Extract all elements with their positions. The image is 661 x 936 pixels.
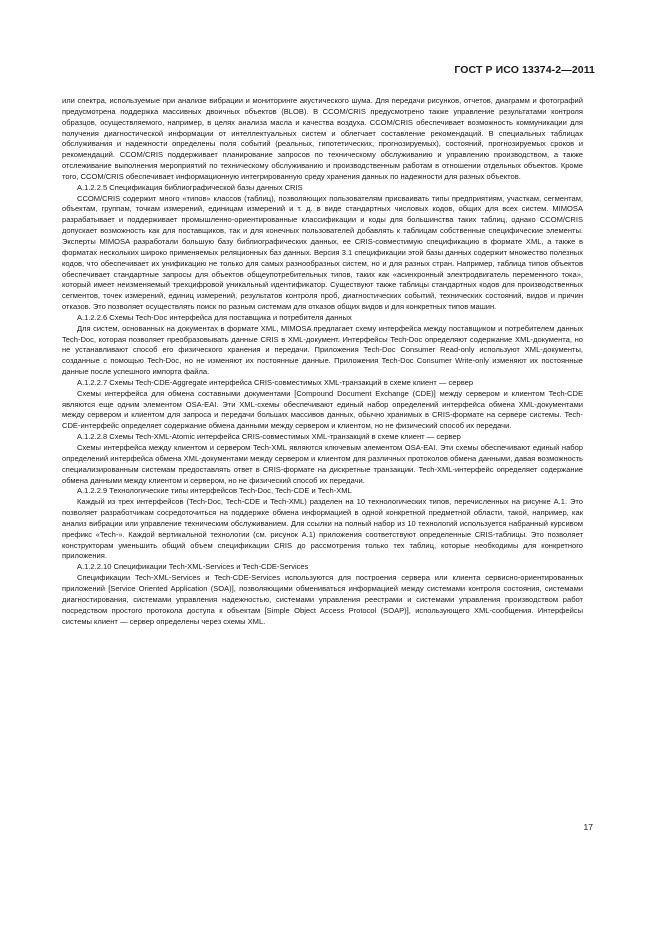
section-heading-a1227: А.1.2.2.7 Схемы Tech-CDE-Aggregate интерфейса CRIS-совместимых XML-транзакций в схеме клиент — сервер (77, 377, 474, 387)
paragraph: Каждый из трех интерфейсов (Tech-Doc, Tech-CDE и Tech-XML) разделен на 10 технологических типов, перечисленных на рисунке А.1. Это позволяет разработчикам сосредоточиться на поддержке обмена информацией в одной конкретной предметной области, такой, например, как анализ вибрации или управление техническим обслуживанием. Для ссылки на полный набор из 10 технологий используется набранный курсивом префикс «Tech-». Каждой вертикальной технологии (см. рисунок А.1) приложения соответствуют определенные CRIS-таблицы. Это позволяет конструкторам уменьшить общий объем спецификации CRIS до рассмотрения только тех таблиц, которые необходимы для конкретного приложения. (62, 497, 583, 561)
document-header: ГОСТ Р ИСО 13374-2—2011 (454, 64, 595, 76)
section-heading-a1228: А.1.2.2.8 Схемы Tech-XML-Atomic интерфейса CRIS-совместимых XML-транзакций в схеме клиент — сервер (77, 432, 461, 442)
paragraph-continuation: или спектра, используемые при анализе вибрации и мониторинге акустического шума. Для передачи рисунков, отчетов, диаграмм и фотографий предусмотрена поддержка массивных двоичных объектов (BLOB). В CCOM/CRIS предусмотрено также управление результатами контроля образцов, осуществляемого, например, в целях анализа масла и качества воздуха. CCOM/CRIS обеспечивает возможность коммуникации для получения диагностической информации от интеллектуальных систем и облегчает составление рекомендаций. В специальных таблицах обслуживания и надежности определены поля событий (реальных, гипотетических, прогнозируемых), состояний, прогнозируемых сроков и рекомендаций. CCOM/CRIS поддерживает планирование запросов по техническому обслуживанию и управлению производством, а также отслеживание выполнения мероприятий по техническому обслуживанию и производственным работам в отношении отдельных объектов. Кроме того, CCOM/CRIS обеспечивает информационную интегрированную среду хранения данных по надежности для разных объектов. (62, 96, 583, 181)
page-number: 17 (583, 822, 593, 832)
document-body (62, 96, 583, 627)
section-heading-a1229: А.1.2.2.9 Технологические типы интерфейсов Tech-Doc, Tech-CDE и Tech-XML (77, 486, 352, 496)
paragraph: Схемы интерфейса для обмена составными документами [Compound Document Exchange (CDE)] между сервером и клиентом Tech-CDE являются еще одним элементом OSA-EAI. Эти XML-схемы обеспечивают единый набор определений интерфейса обмена XML-документами между сервером и клиентом для запроса и передачи больших массивов данных, обычно хранимых в CRIS-формате на сервере системы. Tech-CDE-интерфейс определяет содержание обмена данными между сервером и клиентом, но не физический способ их передачи. (62, 388, 583, 431)
paragraph: Схемы интерфейса между клиентом и сервером Tech-XML являются ключевым элементом OSA-EAI. Эти схемы обеспечивают единый набор определений интерфейса обмена XML-документами между сервером и клиентом для различных протоколов обмена данными, давая возможность специализированным системам предоставлять ответ в CRIS-формате на дискретные транзакции. Tech-XML-интерфейс определяет содержание обмена данными между клиентом и сервером, но не физический способ их передачи. (62, 443, 583, 485)
section-heading-a12210: А.1.2.2.10 Спецификации Tech-XML-Services и Tech-CDE-Services (77, 562, 309, 572)
paragraph: Спецификации Tech-XML-Services и Tech-CDE-Services используются для построения сервера или клиента сервисно-ориентированных приложений [Service Oriented Application (SOA)], позволяющими обмениваться информацией между системами контроля состояния, системами диагностирования, системами управления надежностью, системами управления реестрами и системами управления производством работ посредством простого протокола доступа к объектам [Simple Object Access Protocol (SOAP)], использующего XML-сообщения. Интерфейсы системы клиент — сервер определены через схемы XML. (62, 573, 583, 626)
paragraph: CCOM/CRIS содержит много «типов» классов (таблиц), позволяющих пользователям присваивать типы предприятиям, участкам, сегментам, объектам, группам, точкам измерений, единицам измерений и т. д. в виде стандартных числовых кодов, общих для всех систем. MIMOSA разрабатывает и поддерживает промышленно-ориентированные классификации и коды для большинства таких таблиц, однако CCOM/CRIS допускает возможность как для поставщиков, так и для конечных пользователей добавлять к таблицам собственные специфические элементы. Эксперты MIMOSA разработали большую базу библиографических данных, ее CRIS-совместимую спецификацию в формате XML, а также в форматах нескольких широко применяемых реляционных баз данных. Версия 3.1 спецификации этой базы данных содержит множество полезных кодов, что обеспечивает их унификацию не только для самых разнообразных систем, но и для разных стран. Например, таблица типов объектов обеспечивает стандартные запросы для объектов общеупотребительных типов, таких как «асинхронный электродвигатель переменного тока», который имеет неизменяемый трехцифровой уникальный идентификатор. Существуют также таблицы стандартных кодов для производственных сегментов, точек измерений, единиц измерений, результатов контроля проб, диагностических событий, технических состояний, видов и причин отказов. Это позволяет осуществлять поиск по разным системам для отказов общих видов и для конкретных типов машин. (62, 193, 583, 312)
section-heading-a1226: А.1.2.2.6 Схемы Tech-Doc интерфейса для поставщика и потребителя данных (77, 312, 352, 322)
section-heading-a1225: А.1.2.2.5 Спецификация библиографической базы данных CRIS (77, 182, 303, 192)
paragraph: Для систем, основанных на документах в формате XML, MIMOSA предлагает схему интерфейса между поставщиком и потребителем данных Tech-Doc, которая позволяет преобразовывать данные CRIS в XML-документ. Интерфейсы Tech-Doc определяют содержание XML-документа, но не устанавливают способ его физического хранения и передачи. Приложения Tech-Doc Consumer Read-only используют XML-документы, созданные с помощью Tech-Doc, но не изменяют их постоянные данные. Приложения Tech-Doc Consumer Write-only изменяют их постоянные данные после успешного импорта файла. (62, 323, 583, 377)
